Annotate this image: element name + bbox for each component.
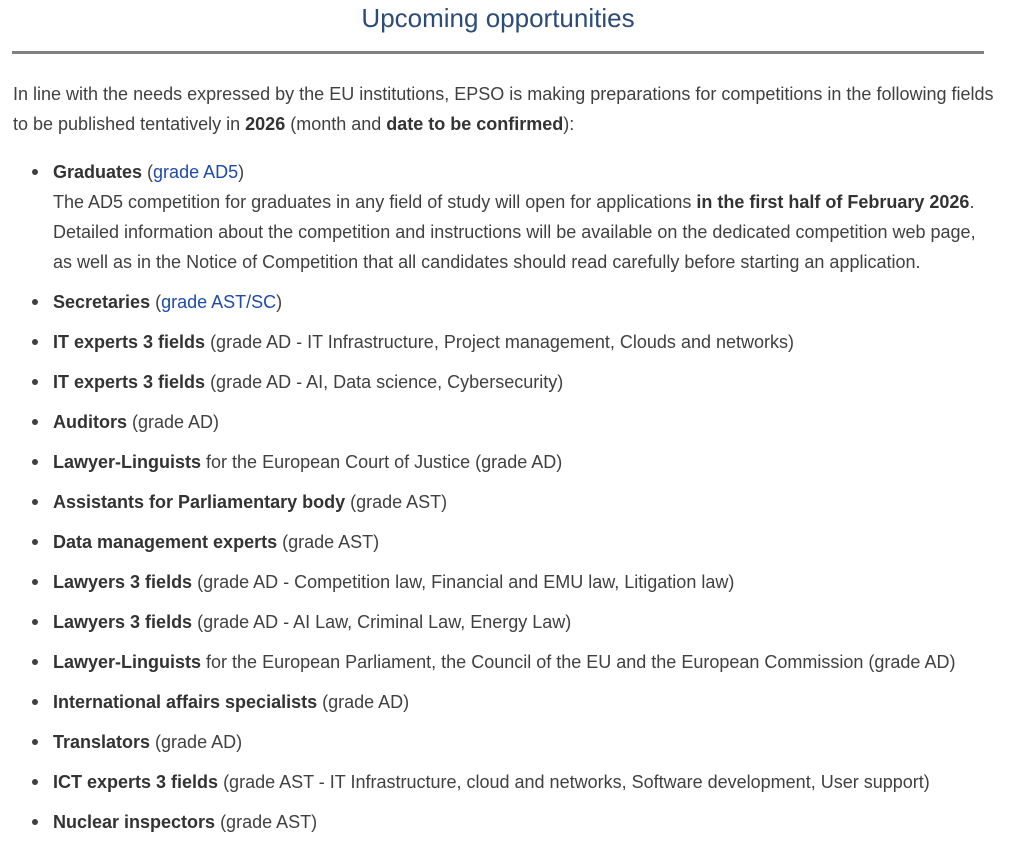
item-paren-open: ( bbox=[142, 162, 154, 182]
item-title: Secretaries bbox=[53, 292, 151, 312]
item-paren-open: ( bbox=[150, 292, 162, 312]
list-item bbox=[0, 647, 1011, 677]
item-description: (grade AD) bbox=[127, 412, 220, 432]
item-description: (grade AD) bbox=[150, 732, 243, 752]
item-description: for the European Court of Justice (grade AD) bbox=[201, 452, 563, 472]
opportunities-list bbox=[0, 157, 1011, 847]
item-title: IT experts 3 fields bbox=[53, 372, 206, 392]
intro-text-1: In line with the needs expressed by the EU institutions, EPSO is making preparations for competitions in the following fields to be published tentatively in bbox=[13, 84, 994, 134]
item-description: (grade AST) bbox=[215, 812, 318, 832]
item-paren-close: ) bbox=[276, 292, 283, 312]
page-title: Upcoming opportunities bbox=[361, 3, 635, 33]
list-item bbox=[0, 807, 1011, 837]
graduates-detail-line-1 bbox=[53, 187, 1011, 217]
item-paren-close: ) bbox=[238, 162, 245, 182]
item-title: Auditors bbox=[53, 412, 127, 432]
intro-text-2: (month and bbox=[285, 114, 387, 134]
list-item bbox=[0, 327, 1011, 357]
item-description: for the European Parliament, the Council of the EU and the European Commission (grade AD) bbox=[201, 652, 956, 672]
item-title: Translators bbox=[53, 732, 151, 752]
intro-date-confirm: date to be confirmed bbox=[386, 114, 564, 134]
intro-paragraph bbox=[13, 79, 1003, 139]
detail-text: The AD5 competition for graduates in any field of study will open for applications bbox=[53, 192, 697, 212]
graduates-detail-line-2: Detailed information about the competition and instructions will be available on the dedicated competition web page, bbox=[53, 222, 976, 242]
list-item bbox=[0, 527, 1011, 557]
list-item bbox=[0, 367, 1011, 397]
grade-ast-sc-link[interactable]: grade AST/SC bbox=[161, 292, 277, 312]
item-description: (grade AD) bbox=[317, 692, 410, 712]
list-item-graduates bbox=[0, 157, 1011, 277]
list-item bbox=[0, 487, 1011, 517]
item-title: Lawyers 3 fields bbox=[53, 612, 193, 632]
grade-ad5-link[interactable]: grade AD5 bbox=[153, 162, 239, 182]
list-item bbox=[0, 447, 1011, 477]
item-title: Lawyers 3 fields bbox=[53, 572, 193, 592]
list-item bbox=[0, 407, 1011, 437]
item-title: Lawyer-Linguists bbox=[53, 652, 202, 672]
item-title: Assistants for Parliamentary body bbox=[53, 492, 346, 512]
item-title: Nuclear inspectors bbox=[53, 812, 216, 832]
item-description: (grade AD - AI, Data science, Cybersecurity) bbox=[205, 372, 564, 392]
item-title: Lawyer-Linguists bbox=[53, 452, 202, 472]
item-description: (grade AST) bbox=[345, 492, 448, 512]
item-description: (grade AST - IT Infrastructure, cloud and networks, Software development, User support) bbox=[218, 772, 930, 792]
list-item bbox=[0, 567, 1011, 597]
graduates-detail-line-3: as well as in the Notice of Competition that all candidates should read carefully before starting an application. bbox=[53, 252, 921, 272]
list-item bbox=[0, 607, 1011, 637]
detail-period: . bbox=[969, 192, 975, 212]
title-divider bbox=[12, 51, 984, 54]
item-description: (grade AD - Competition law, Financial and EMU law, Litigation law) bbox=[192, 572, 735, 592]
item-description: (grade AD - AI Law, Criminal Law, Energy Law) bbox=[192, 612, 572, 632]
list-item bbox=[0, 687, 1011, 717]
item-description: (grade AST) bbox=[277, 532, 380, 552]
item-title: ICT experts 3 fields bbox=[53, 772, 219, 792]
list-item bbox=[0, 767, 1011, 797]
list-item-secretaries bbox=[0, 287, 1011, 317]
item-title: IT experts 3 fields bbox=[53, 332, 206, 352]
list-item bbox=[0, 727, 1011, 757]
item-title: International affairs specialists bbox=[53, 692, 318, 712]
item-title: Graduates bbox=[53, 162, 143, 182]
intro-year: 2026 bbox=[245, 114, 286, 134]
item-title: Data management experts bbox=[53, 532, 278, 552]
intro-text-3: ): bbox=[563, 114, 575, 134]
item-description: (grade AD - IT Infrastructure, Project management, Clouds and networks) bbox=[205, 332, 794, 352]
detail-date: in the first half of February 2026 bbox=[696, 192, 970, 212]
